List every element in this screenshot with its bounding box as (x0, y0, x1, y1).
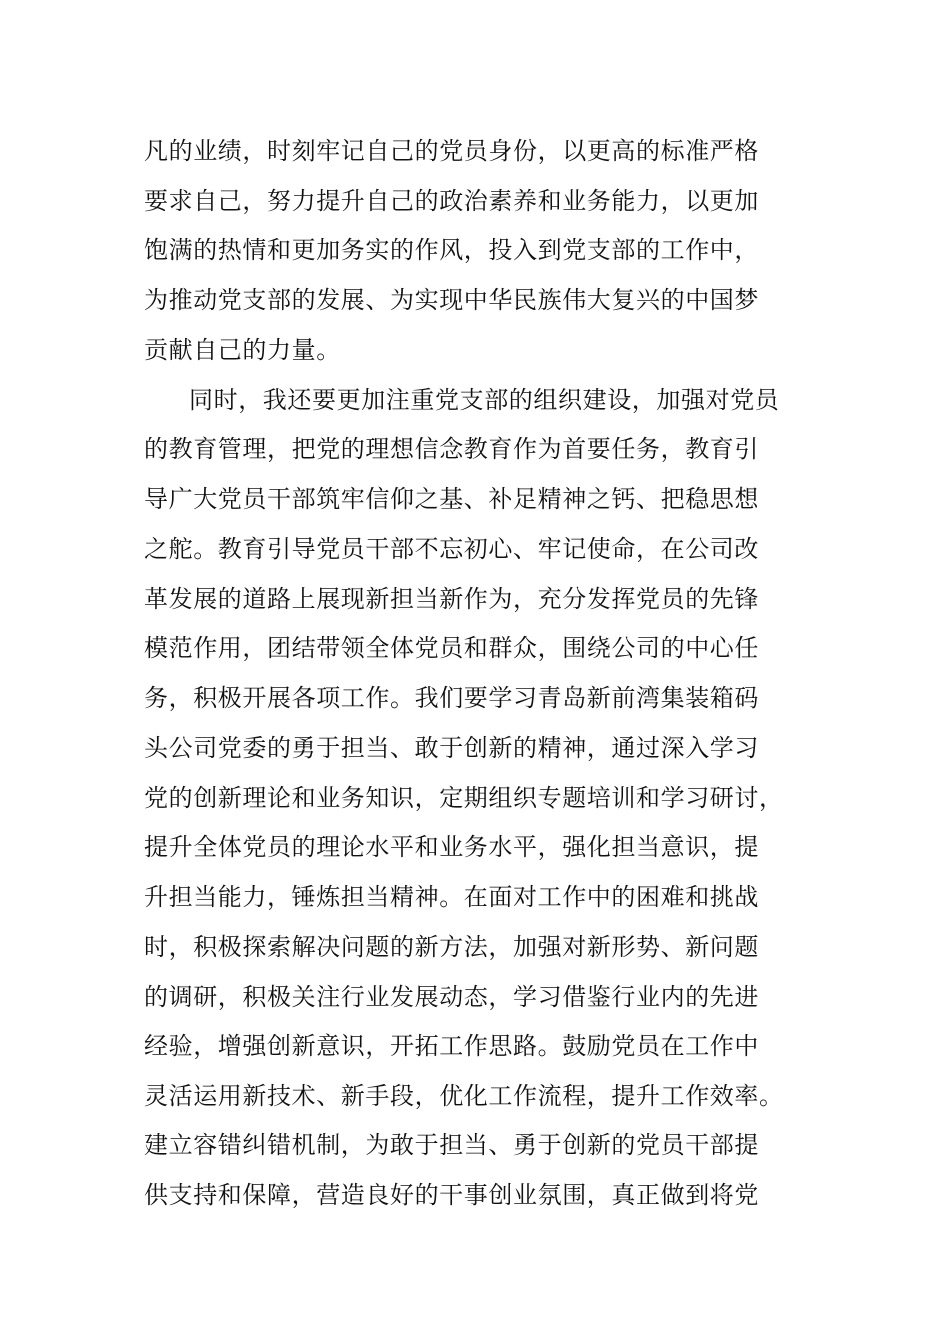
text-line: 升担当能力，锤炼担当精神。在面对工作中的困难和挑战 (144, 883, 759, 911)
text-line: 党的创新理论和业务知识，定期组织专题培训和学习研讨， (144, 784, 784, 812)
text-line: 供支持和保障，营造良好的干事创业氛围，真正做到将党 (144, 1181, 759, 1209)
text-line: 为推动党支部的发展、为实现中华民族伟大复兴的中国梦 (144, 286, 759, 314)
text-line: 建立容错纠错机制，为敢于担当、勇于创新的党员干部提 (144, 1131, 759, 1159)
text-line: 贡献自己的力量。 (144, 336, 341, 364)
text-line: 的教育管理，把党的理想信念教育作为首要任务，教育引 (144, 435, 759, 463)
text-line: 的调研，积极关注行业发展动态，学习借鉴行业内的先进 (144, 983, 759, 1011)
text-line: 提升全体党员的理论水平和业务水平，强化担当意识，提 (144, 833, 759, 861)
text-line: 模范作用，团结带领全体党员和群众，围绕公司的中心任 (144, 634, 759, 662)
text-line: 务，积极开展各项工作。我们要学习青岛新前湾集装箱码 (144, 684, 759, 712)
text-line: 头公司党委的勇于担当、敢于创新的精神，通过深入学习 (144, 734, 759, 762)
text-line: 灵活运用新技术、新手段，优化工作流程，提升工作效率。 (144, 1082, 784, 1110)
text-line: 时，积极探索解决问题的新方法，加强对新形势、新问题 (144, 933, 759, 961)
text-line: 凡的业绩，时刻牢记自己的党员身份，以更高的标准严格 (144, 137, 759, 165)
text-line: 之舵。教育引导党员干部不忘初心、牢记使命，在公司改 (144, 535, 759, 563)
text-line: 要求自己，努力提升自己的政治素养和业务能力，以更加 (144, 187, 759, 215)
text-line: 导广大党员干部筑牢信仰之基、补足精神之钙、把稳思想 (144, 485, 759, 513)
text-line: 革发展的道路上展现新担当新作为，充分发挥党员的先锋 (144, 585, 759, 613)
paragraph-first-line: 同时，我还要更加注重党支部的组织建设，加强对党员 (189, 386, 780, 414)
text-line: 饱满的热情和更加务实的作风，投入到党支部的工作中， (144, 236, 759, 264)
text-line: 经验，增强创新意识，开拓工作思路。鼓励党员在工作中 (144, 1032, 759, 1060)
